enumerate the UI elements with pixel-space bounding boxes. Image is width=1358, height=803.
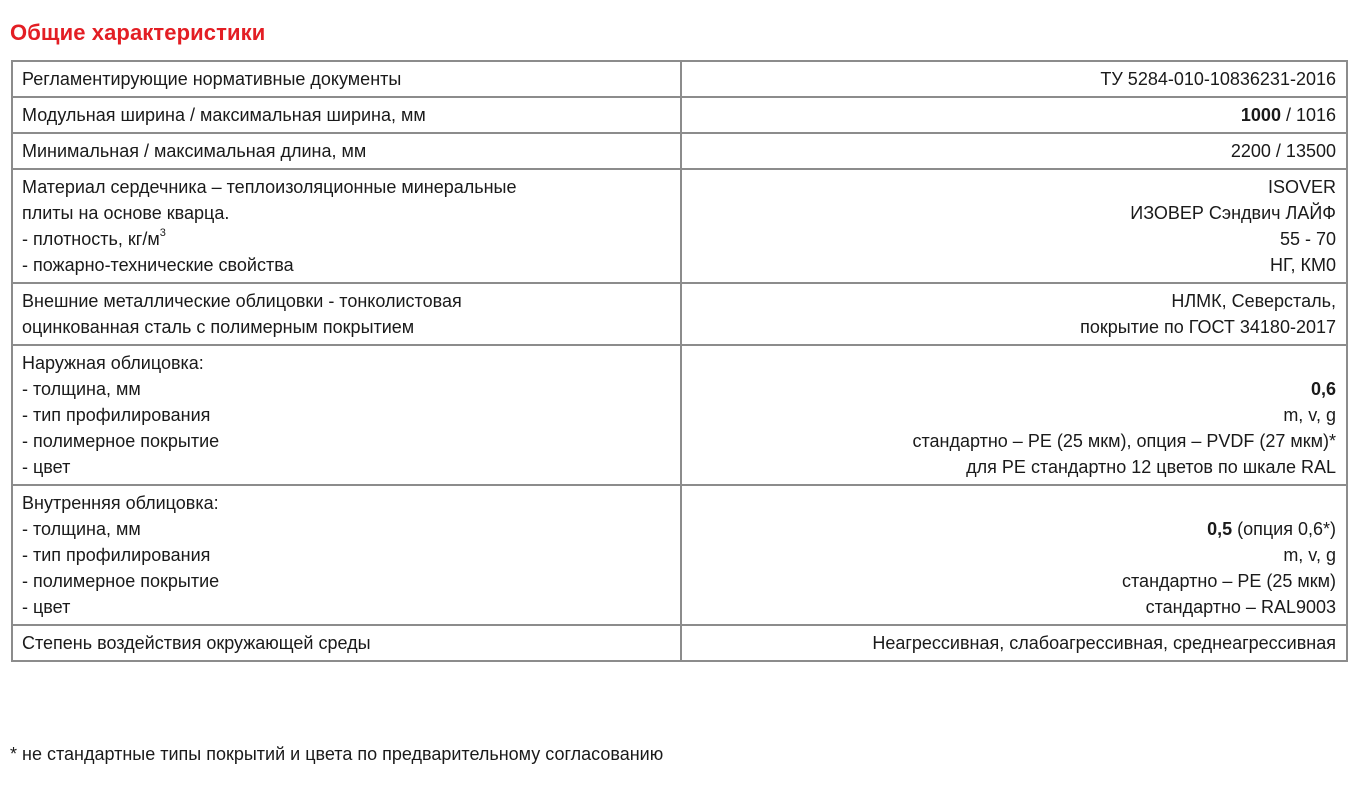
row-label-line: - толщина, мм — [22, 519, 141, 539]
row-value-line: ИЗОВЕР Сэндвич ЛАЙФ — [1130, 203, 1336, 223]
row-value-line: для PE стандартно 12 цветов по шкале RAL — [966, 457, 1336, 477]
row-value-line: m, v, g — [1283, 405, 1336, 425]
row-label-line: - тип профилирования — [22, 405, 211, 425]
row-label-cell — [12, 61, 681, 97]
row-value-cell — [681, 133, 1347, 169]
row-label-line: - цвет — [22, 457, 71, 477]
table-row-inner-cladding — [12, 485, 1347, 625]
row-label: Модульная ширина / максимальная ширина, мм — [22, 105, 426, 125]
row-value-line: стандартно – PE (25 мкм) — [1122, 571, 1336, 591]
row-label-line: - полимерное покрытие — [22, 571, 220, 591]
row-value-line: m, v, g — [1283, 545, 1336, 565]
row-label-line: Материал сердечника – теплоизоляционные минеральные — [22, 177, 517, 197]
row-value-cell — [681, 97, 1347, 133]
inner-thickness-value: 0,5 — [1207, 519, 1233, 539]
row-value-line: ISOVER — [1267, 177, 1336, 197]
row-label: Регламентирующие нормативные документы — [22, 69, 402, 89]
row-value-line: стандартно – RAL9003 — [1145, 597, 1336, 617]
max-width-value: / 1016 — [1280, 105, 1336, 125]
row-label-cell — [12, 485, 681, 625]
cubic-superscript: 3 — [159, 227, 166, 239]
row-label-cell — [12, 625, 681, 661]
table-row-width — [12, 97, 1347, 133]
row-value-cell — [681, 283, 1347, 345]
row-label-line: оцинкованная сталь с полимерным покрытием — [22, 317, 415, 337]
row-value-line — [691, 516, 1336, 542]
row-label-cell — [12, 97, 681, 133]
characteristics-table — [11, 60, 1348, 662]
row-value — [691, 102, 1336, 128]
row-value-spacer — [691, 490, 1336, 516]
row-value-line: стандартно – PE (25 мкм), опция – PVDF (27 мкм)* — [912, 431, 1336, 451]
row-value-line: 55 - 70 — [1279, 229, 1336, 249]
row-label-line: - толщина, мм — [22, 379, 141, 399]
row-value-cell — [681, 61, 1347, 97]
row-value: ТУ 5284-010-10836231-2016 — [1100, 69, 1336, 89]
modular-width-value: 1000 — [1240, 105, 1281, 125]
row-value-cell — [681, 345, 1347, 485]
row-value-line: НГ, КМ0 — [1269, 255, 1336, 275]
row-label-line: - цвет — [22, 597, 71, 617]
row-label-line: - пожарно-технические свойства — [22, 255, 294, 275]
table-row-docs — [12, 61, 1347, 97]
table-row-length — [12, 133, 1347, 169]
row-label-cell — [12, 133, 681, 169]
row-value-line — [691, 376, 1336, 402]
row-value: 2200 / 13500 — [1230, 141, 1336, 161]
row-label-line: плиты на основе кварца. — [22, 203, 230, 223]
table-row-environment — [12, 625, 1347, 661]
table-row-cladding — [12, 283, 1347, 345]
footnote: * не стандартные типы покрытий и цвета по предварительному согласованию — [10, 744, 664, 764]
row-value-spacer — [691, 350, 1336, 376]
row-value-cell — [681, 625, 1347, 661]
table-row-core — [12, 169, 1347, 283]
row-label-cell — [12, 169, 681, 283]
row-label-line: - полимерное покрытие — [22, 431, 220, 451]
row-label-cell — [12, 345, 681, 485]
inner-thickness-option: (опция 0,6*) — [1232, 519, 1336, 539]
density-label: - плотность, кг/м — [22, 229, 160, 249]
row-label-line — [22, 226, 670, 252]
table-row-outer-cladding — [12, 345, 1347, 485]
row-value-line: покрытие по ГОСТ 34180-2017 — [1080, 317, 1336, 337]
row-value: Неагрессивная, слабоагрессивная, среднеагрессивная — [872, 633, 1336, 653]
row-label-line: Внешние металлические облицовки - тонколистовая — [22, 291, 462, 311]
row-value-cell — [681, 485, 1347, 625]
row-value-cell — [681, 169, 1347, 283]
row-value-line: НЛМК, Северсталь, — [1171, 291, 1336, 311]
outer-thickness-value: 0,6 — [1310, 379, 1336, 399]
row-label-cell — [12, 283, 681, 345]
row-label: Минимальная / максимальная длина, мм — [22, 141, 367, 161]
row-label-line: Внутренняя облицовка: — [22, 493, 219, 513]
row-label-line: - тип профилирования — [22, 545, 211, 565]
row-label-line: Наружная облицовка: — [22, 353, 204, 373]
row-label: Степень воздействия окружающей среды — [22, 633, 371, 653]
section-title: Общие характеристики — [10, 20, 266, 45]
